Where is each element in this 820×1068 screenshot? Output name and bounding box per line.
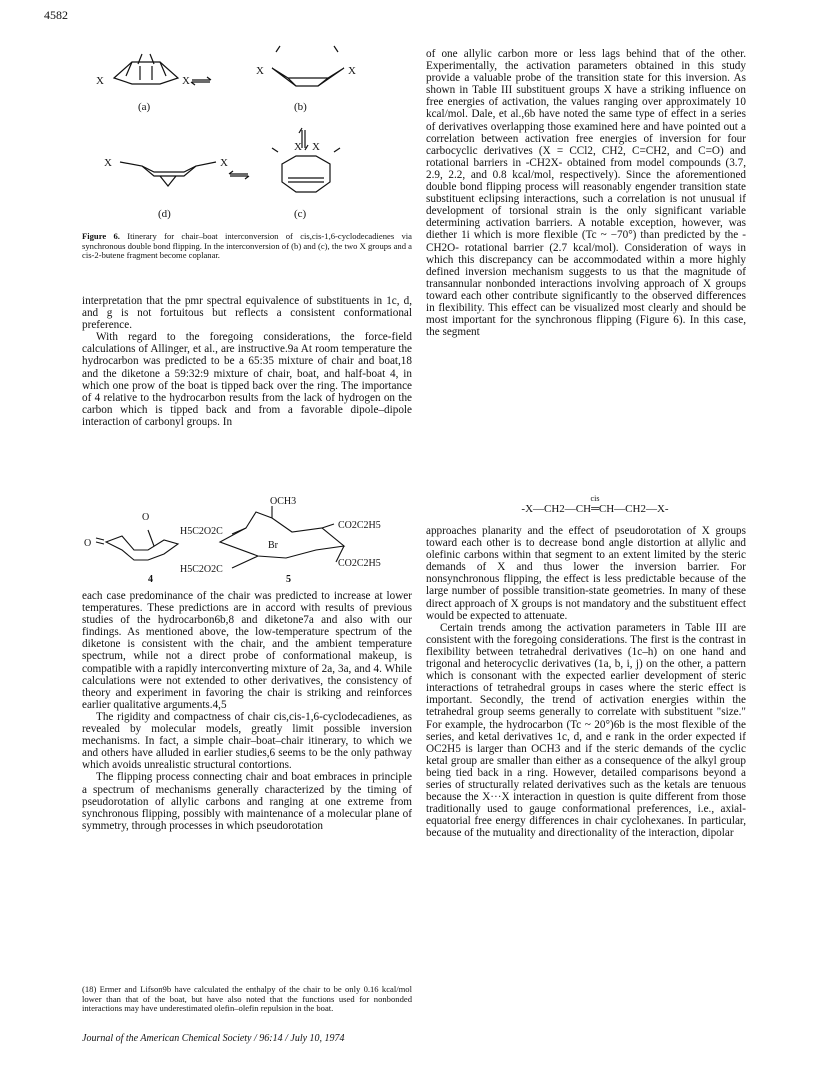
bromine-label: Br bbox=[268, 540, 278, 551]
label-a: (a) bbox=[138, 101, 151, 113]
figure-6-caption bbox=[82, 232, 412, 261]
structure-b bbox=[272, 46, 344, 86]
x-label: X bbox=[256, 65, 264, 77]
structure-a bbox=[114, 54, 178, 84]
ester-label: H5C2O2C bbox=[180, 526, 223, 537]
figure-6-diagram bbox=[82, 44, 412, 222]
x-label: X bbox=[182, 75, 190, 87]
oxygen-top: O bbox=[142, 512, 150, 523]
structures-4-5 bbox=[82, 494, 412, 586]
left-column-lower bbox=[82, 590, 412, 832]
ester-label: H5C2O2C bbox=[180, 564, 223, 575]
compound-4-label: 4 bbox=[148, 574, 153, 585]
segment-formula bbox=[480, 495, 710, 515]
left-paragraph-3: each case predominance of the chair was predicted to increase at lower temperatures. These predictions are in accord with results of previous studies of the hydrocarbon6b,8 and diketone7a and also with our findings. As mentioned above, the low-temperature spectrum of the diketone is consistent with the chair, and the ambient temperature spectrum, while not a direct probe of conformational makeup, is compatible with a rapidly interconverting mixture of 2a, 3a, and 4. While calculations were not extended to other derivatives, the consistency of theory and experiment in favoring the chair is striking and reinforces earlier qualitative arguments.4,5 bbox=[82, 590, 412, 711]
left-paragraph-4: The rigidity and compactness of chair cis,cis-1,6-cyclodecadienes, as revealed by molecular models, greatly limit possible inversion mechanisms. In fact, a simple chair–boat–chair itinerary, to which we and others have alluded in earlier studies,6 seems to be the only pathway which avoids unrealistic structural contortions. bbox=[82, 710, 412, 772]
left-paragraph-1: interpretation that the pmr spectral equivalence of substituents in 1c, d, and g is not fortuitous but reflects a consistent conformational preference. bbox=[82, 295, 412, 332]
x-label: X bbox=[104, 157, 112, 169]
segment-formula-text: -X—CH2—CH═CH—CH2—X- bbox=[521, 503, 669, 515]
ester-label: CO2C2H5 bbox=[338, 520, 381, 531]
right-column-lower bbox=[426, 525, 746, 839]
x-label: X bbox=[312, 141, 320, 153]
label-d: (d) bbox=[158, 208, 171, 220]
right-paragraph-1: of one allylic carbon more or less lags behind that of the other. Experimentally, the activation parameters obtained in this study provide a valuable probe of the transition state for this inversion. As shown in Table III substituent groups X have a striking influence on free energies of activation, the values ranging over approximately 10 kcal/mol. Dale, et al.,6b have noted the same type of effect in a series of derivatives overlapping those examined here and have pointed out a correlation between activation free energies of inversion for four carbocyclic derivatives (X = CCl2, CH2, C=CH2, and C=O) and rotational barriers in -CH2X- obtained from model compounds (3.7, 2.9, 2.2, and 0.8 kcal/mol, respectively). Since the aforementioned double bond flipping process will reasonably engender transition state substituent eclipsing interactions, such a correlation is not unusual if development of torsional strain is the only significant variable determining activation barriers. A notable exception, however, was diether 1i which is more flexible (Tc ~ −70°) than predicted by the -CH2O- rotational barrier (2.7 kcal/mol). Consideration of ways in which this discrepancy can be accommodated within a more highly defined inversion mechanism suggests to us that the magnitude of transannular nonbonded interactions involving approach of X groups toward each other contribute significantly to the observed differences in flexibility. This effect can be visualized most clearly and should be most important for the synchronous flipping (Figure 6). In this case, the segment bbox=[426, 48, 746, 339]
figure-6-caption-text: Itinerary for chair–boat interconversion of cis,cis-1,6-cyclodecadienes via synchronous double bond flipping. In the interconversion of (b) and (c), the two X groups and a cis-2-butene fragment become coplanar. bbox=[82, 231, 412, 261]
left-paragraph-5: The flipping process connecting chair and boat embraces in principle a spectrum of mechanisms generally characterized by the timing of pseudorotation of allylic carbons and ranging at one extreme from synchronous flipping, possibly with maintenance of a molecular plane of symmetry, through processes in which pseudorotation bbox=[82, 771, 412, 832]
oxygen-left: O bbox=[84, 538, 92, 549]
right-column-upper bbox=[426, 48, 746, 338]
journal-footer: Journal of the American Chemical Society / 96:14 / July 10, 1974 bbox=[82, 1033, 345, 1044]
ester-label: CO2C2H5 bbox=[338, 558, 381, 569]
right-paragraph-3: Certain trends among the activation parameters in Table III are consistent with the foregoing considerations. The first is the contrast in flexibility between tetrahedral derivatives (1c–h) on one hand and trigonal and heterocyclic derivatives (1a, b, i, j) on the other, a pattern which is consonant with the expected earlier development of steric interactions of tetrahedral groups in cases where the steric effect is important. Secondly, the trend of activation energies within the tetrahedral group seems generally to correlate with substituent "size." For example, the hydrocarbon (Tc ~ 20°)6b is the most flexible of the series, and ketal derivatives 1c, d, and e rank in the order expected if OC2H5 is larger than OCH3 and if the steric demands of the cyclic ketal group are smaller than either as a consequence of the alkyl group being tied back in a ring. However, detailed comparisons beyond a series of structurally related derivatives such as the ketals are tenuous because the X···X interaction in question is quite different from those traditionally used to gauge conformational preferences, i.e., axial-equatorial free energy differences in chair cyclohexanes. In particular, because of the mutuality and directionality of the interaction, dipolar bbox=[426, 621, 746, 840]
right-paragraph-2: approaches planarity and the effect of pseudorotation of X groups toward each other is to decrease bond angle distortion at allylic and olefinic carbons within that segment to an extent limited by the steric demands of X and thus lower the inversion barrier. For nonsynchronous flipping, the effect is less predictable because of the large number of possible transition-state geometries. In many of these direct approach of X groups is not mandatory and the substituent effect would be expected to attenuate. bbox=[426, 525, 746, 622]
structure-4-ring bbox=[106, 536, 178, 560]
figure-6-caption-head: Figure 6. bbox=[82, 231, 120, 241]
label-b: (b) bbox=[294, 101, 307, 113]
footnote-18: (18) Ermer and Lifson9b have calculated the enthalpy of the chair to be only 0.16 kcal/mol lower than that of the boat, but have also noted that the functions used for nonbonded interactions may have underestimated olefin–olefin repulsion in the boat. bbox=[82, 984, 412, 1014]
structure-5-ring bbox=[220, 512, 344, 558]
left-paragraph-2: With regard to the foregoing considerations, the force-field calculations of Allinger, et al., are instructive.9a At room temperature the hydrocarbon was predicted to be a 65:35 mixture of chair and boat,18 and the diketone a 59:32:9 mixture of chair, boat, and half-boat 4, in which one prow of the boat is tipped back over the ring. The importance of 4 relative to the hydrocarbon results from the lack of hydrogen on the carbon which is tipped back and from a favorable dipole–dipole interaction of carbonyl groups. In bbox=[82, 331, 412, 428]
structure-c bbox=[272, 148, 340, 192]
structure-d bbox=[120, 162, 216, 186]
x-label: X bbox=[220, 157, 228, 169]
x-label: X bbox=[96, 75, 104, 87]
left-column-upper bbox=[82, 295, 412, 428]
compound-5-label: 5 bbox=[286, 574, 291, 585]
arrow-c-d bbox=[229, 171, 249, 179]
x-label: X bbox=[294, 141, 302, 153]
och3-label: OCH3 bbox=[270, 496, 297, 507]
x-label: X bbox=[348, 65, 356, 77]
label-c: (c) bbox=[294, 208, 307, 220]
segment-cis-label: cis bbox=[590, 494, 600, 503]
page-number: 4582 bbox=[44, 8, 68, 22]
arrow-a-b bbox=[191, 77, 211, 85]
